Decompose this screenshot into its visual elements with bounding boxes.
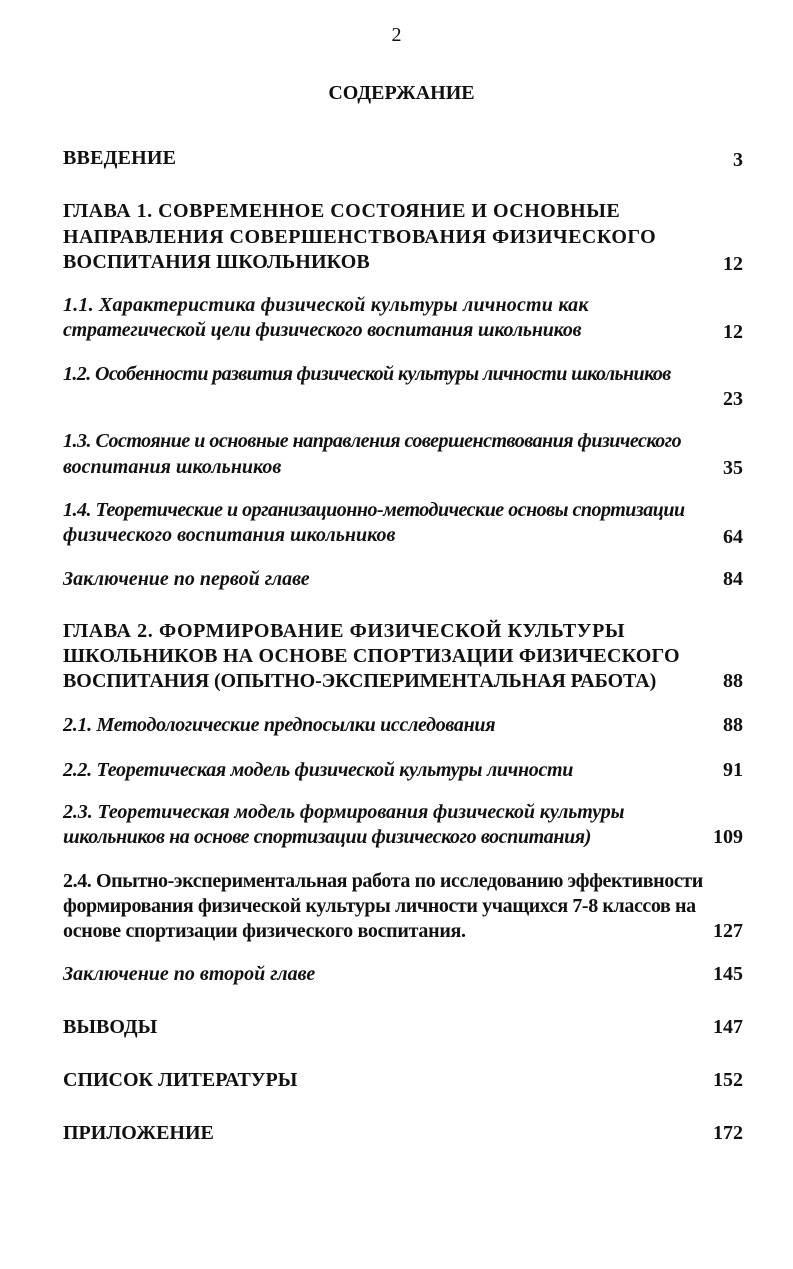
toc-entry-2-4-line1: 2.4. Опытно-экспериментальная работа по исследованию эффективности	[63, 870, 703, 892]
toc-entry-conclusion-2: Заключение по второй главе	[63, 963, 316, 985]
toc-entry-chapter2-line2: ШКОЛЬНИКОВ НА ОСНОВЕ СПОРТИЗАЦИИ ФИЗИЧЕСКОГО	[63, 645, 680, 667]
toc-page-references: 152	[713, 1069, 743, 1091]
toc-entry-2-3-line1: 2.3. Теоретическая модель формирования физической культуры	[63, 801, 625, 823]
toc-entry-chapter2-line3: ВОСПИТАНИЯ (ОПЫТНО-ЭКСПЕРИМЕНТАЛЬНАЯ РАБОТА)	[63, 670, 657, 692]
toc-entry-1-3-line2: воспитания школьников	[63, 456, 282, 478]
toc-entry-appendix: ПРИЛОЖЕНИЕ	[63, 1122, 214, 1144]
toc-page-1-1: 12	[723, 321, 743, 343]
toc-entry-2-3-line2: школьников на основе спортизации физического воспитания)	[63, 826, 591, 848]
toc-entry-1-3-line1: 1.3. Состояние и основные направления совершенствования физического	[63, 430, 682, 452]
toc-entry-references: СПИСОК ЛИТЕРАТУРЫ	[63, 1069, 298, 1091]
toc-entry-2-2: 2.2. Теоретическая модель физической культуры личности	[63, 759, 574, 781]
toc-page-conclusions: 147	[713, 1016, 743, 1038]
toc-page-intro: 3	[733, 149, 743, 171]
toc-entry-conclusions: ВЫВОДЫ	[63, 1016, 158, 1038]
toc-page-appendix: 172	[713, 1122, 743, 1144]
toc-page-1-4: 64	[723, 526, 743, 548]
page-title: СОДЕРЖАНИЕ	[328, 82, 475, 104]
toc-entry-chapter1-line3: ВОСПИТАНИЯ ШКОЛЬНИКОВ	[63, 251, 370, 273]
toc-page-conclusion-2: 145	[713, 963, 743, 985]
toc-page-1-2: 23	[723, 388, 743, 410]
toc-page-2-2: 91	[723, 759, 743, 781]
page-number: 2	[391, 24, 402, 46]
toc-entry-1-1-line2: стратегической цели физического воспитания школьников	[63, 319, 582, 341]
toc-entry-chapter1-line2: НАПРАВЛЕНИЯ СОВЕРШЕНСТВОВАНИЯ ФИЗИЧЕСКОГО	[63, 226, 657, 248]
toc-page-2-4: 127	[713, 920, 743, 942]
toc-page-chapter2: 88	[723, 670, 743, 692]
toc-entry-2-4-line3: основе спортизации физического воспитания.	[63, 920, 466, 942]
toc-page-2-3: 109	[713, 826, 743, 848]
toc-page-2-1: 88	[723, 714, 743, 736]
toc-entry-2-4-line2: формирования физической культуры личности учащихся 7-8 классов на	[63, 895, 696, 917]
toc-entry-1-1-line1: 1.1. Характеристика физической культуры личности как	[63, 294, 589, 316]
toc-entry-intro: ВВЕДЕНИЕ	[63, 147, 177, 169]
toc-entry-conclusion-1: Заключение по первой главе	[63, 568, 310, 590]
toc-entry-chapter2-line1: ГЛАВА 2. ФОРМИРОВАНИЕ ФИЗИЧЕСКОЙ КУЛЬТУРЫ	[63, 620, 626, 642]
toc-page-chapter1: 12	[723, 253, 743, 275]
toc-entry-2-1: 2.1. Методологические предпосылки исследования	[63, 714, 496, 736]
toc-entry-1-4-line2: физического воспитания школьников	[63, 524, 396, 546]
toc-page-1-3: 35	[723, 457, 743, 479]
toc-page-conclusion-1: 84	[723, 568, 743, 590]
toc-entry-chapter1-line1: ГЛАВА 1. СОВРЕМЕННОЕ СОСТОЯНИЕ И ОСНОВНЫЕ	[63, 200, 621, 222]
toc-entry-1-4-line1: 1.4. Теоретические и организационно-методические основы спортизации	[63, 499, 685, 521]
toc-entry-1-2: 1.2. Особенности развития физической культуры личности школьников	[63, 363, 671, 385]
